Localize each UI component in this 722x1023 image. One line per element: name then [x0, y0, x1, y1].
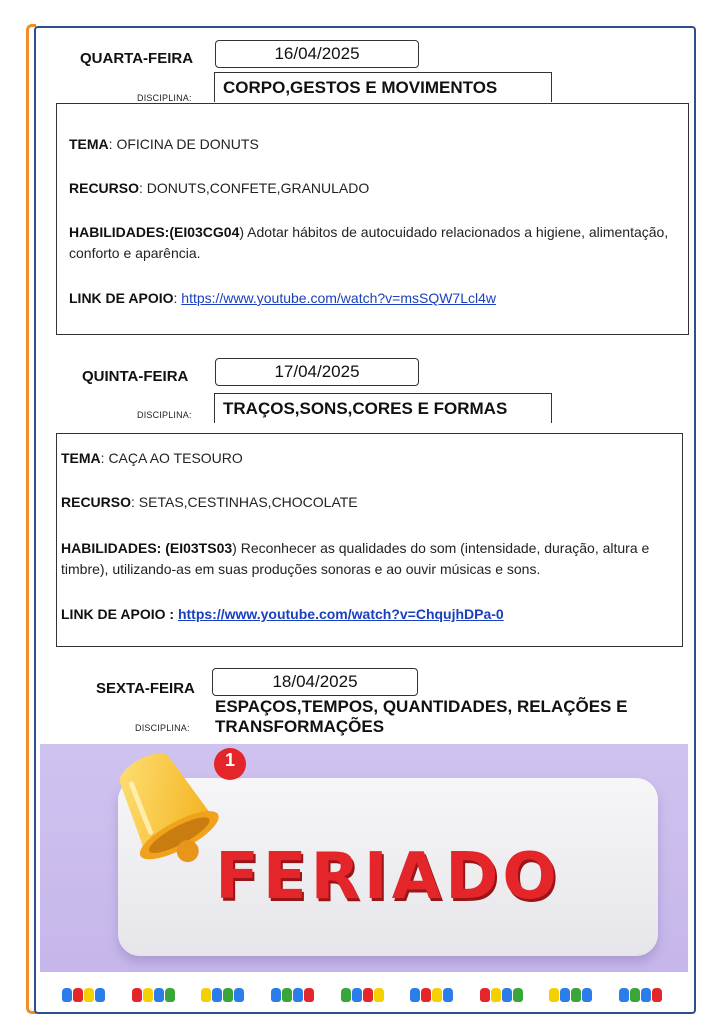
- recurso-row: [69, 178, 676, 199]
- habilidades-value: ) Adotar hábitos de autocuidado relacionados a higiene, alimentação, conforto e aparência.: [69, 224, 669, 261]
- day-label: SEXTA-FEIRA: [96, 680, 195, 697]
- hand-icon: [571, 988, 581, 1002]
- hand-icon: [352, 988, 362, 1002]
- habilidades-label: HABILIDADES: (EI03TS03: [61, 540, 233, 556]
- recurso-label: RECURSO: [69, 180, 140, 196]
- recurso-value: : SETAS,CESTINHAS,CHOCOLATE: [131, 494, 358, 510]
- hand-group: [271, 988, 314, 1002]
- holiday-banner: [40, 744, 688, 972]
- hand-icon: [652, 988, 662, 1002]
- hand-group: [480, 988, 523, 1002]
- hand-icon: [223, 988, 233, 1002]
- tema-label: TEMA: [69, 136, 109, 152]
- hand-icon: [582, 988, 592, 1002]
- hand-icon: [513, 988, 523, 1002]
- date-box: 18/04/2025: [212, 668, 418, 696]
- hand-icon: [73, 988, 83, 1002]
- discipline-box: TRAÇOS,SONS,CORES E FORMAS: [214, 393, 552, 423]
- link-row: [61, 604, 670, 625]
- tema-row: [61, 448, 670, 469]
- hand-group: [619, 988, 662, 1002]
- habilidades-label: HABILIDADES:(EI03CG04: [69, 224, 240, 240]
- holiday-text: FERIADO: [215, 840, 561, 914]
- content-box: [56, 433, 683, 647]
- day-label: QUARTA-FEIRA: [80, 50, 194, 67]
- discipline-label: DISCIPLINA:: [137, 93, 192, 103]
- habilidades-row: [61, 538, 670, 580]
- hand-icon: [502, 988, 512, 1002]
- hand-icon: [619, 988, 629, 1002]
- support-link[interactable]: https://www.youtube.com/watch?v=msSQW7Lcl4w: [181, 290, 497, 306]
- hand-icon: [341, 988, 351, 1002]
- discipline-text: ESPAÇOS,TEMPOS, QUANTIDADES, RELAÇÕES E TRANSFORMAÇÕES: [215, 697, 628, 736]
- link-row: [69, 288, 676, 309]
- hand-icon: [432, 988, 442, 1002]
- hand-icon: [304, 988, 314, 1002]
- hand-icon: [630, 988, 640, 1002]
- recurso-label: RECURSO: [61, 494, 132, 510]
- tema-row: [69, 134, 676, 155]
- hand-icon: [374, 988, 384, 1002]
- tema-value: : CAÇA AO TESOURO: [100, 450, 243, 466]
- hand-group: [410, 988, 453, 1002]
- hand-icon: [62, 988, 72, 1002]
- support-link[interactable]: https://www.youtube.com/watch?v=ChqujhDPa-0: [177, 606, 504, 622]
- hand-icon: [271, 988, 281, 1002]
- hand-icon: [491, 988, 501, 1002]
- date-box: 17/04/2025: [215, 358, 419, 386]
- hands-decoration: [62, 984, 662, 1006]
- hand-group: [341, 988, 384, 1002]
- hand-icon: [443, 988, 453, 1002]
- hand-icon: [95, 988, 105, 1002]
- hand-icon: [165, 988, 175, 1002]
- hand-icon: [132, 988, 142, 1002]
- tema-value: : OFICINA DE DONUTS: [108, 136, 259, 152]
- hand-icon: [234, 988, 244, 1002]
- hand-icon: [641, 988, 651, 1002]
- hand-icon: [549, 988, 559, 1002]
- day-label: QUINTA-FEIRA: [82, 368, 189, 385]
- hand-icon: [143, 988, 153, 1002]
- date-box: 16/04/2025: [215, 40, 419, 68]
- link-separator: :: [173, 290, 182, 306]
- hand-icon: [201, 988, 211, 1002]
- recurso-row: [61, 492, 670, 513]
- hand-icon: [480, 988, 490, 1002]
- link-label: LINK DE APOIO: [69, 290, 174, 306]
- habilidades-value: ) Reconhecer as qualidades do som (intensidade, duração, altura e timbre), utilizando-as em suas produções sonoras e ao ouvir músicas e sons.: [61, 540, 650, 577]
- habilidades-row: [69, 222, 676, 264]
- content-box: [56, 103, 689, 335]
- hand-group: [132, 988, 175, 1002]
- hand-icon: [212, 988, 222, 1002]
- hand-group: [62, 988, 105, 1002]
- hand-icon: [293, 988, 303, 1002]
- hand-icon: [154, 988, 164, 1002]
- link-label: LINK DE APOIO :: [61, 606, 175, 622]
- recurso-value: : DONUTS,CONFETE,GRANULADO: [139, 180, 370, 196]
- tema-label: TEMA: [61, 450, 101, 466]
- hand-icon: [84, 988, 94, 1002]
- hand-icon: [410, 988, 420, 1002]
- hand-group: [549, 988, 592, 1002]
- discipline-label: DISCIPLINA:: [135, 723, 190, 733]
- hand-group: [201, 988, 244, 1002]
- notification-badge: 1: [224, 750, 235, 770]
- hand-icon: [560, 988, 570, 1002]
- discipline-box: CORPO,GESTOS E MOVIMENTOS: [214, 72, 552, 102]
- hand-icon: [363, 988, 373, 1002]
- hand-icon: [421, 988, 431, 1002]
- discipline-label: DISCIPLINA:: [137, 410, 192, 420]
- hand-icon: [282, 988, 292, 1002]
